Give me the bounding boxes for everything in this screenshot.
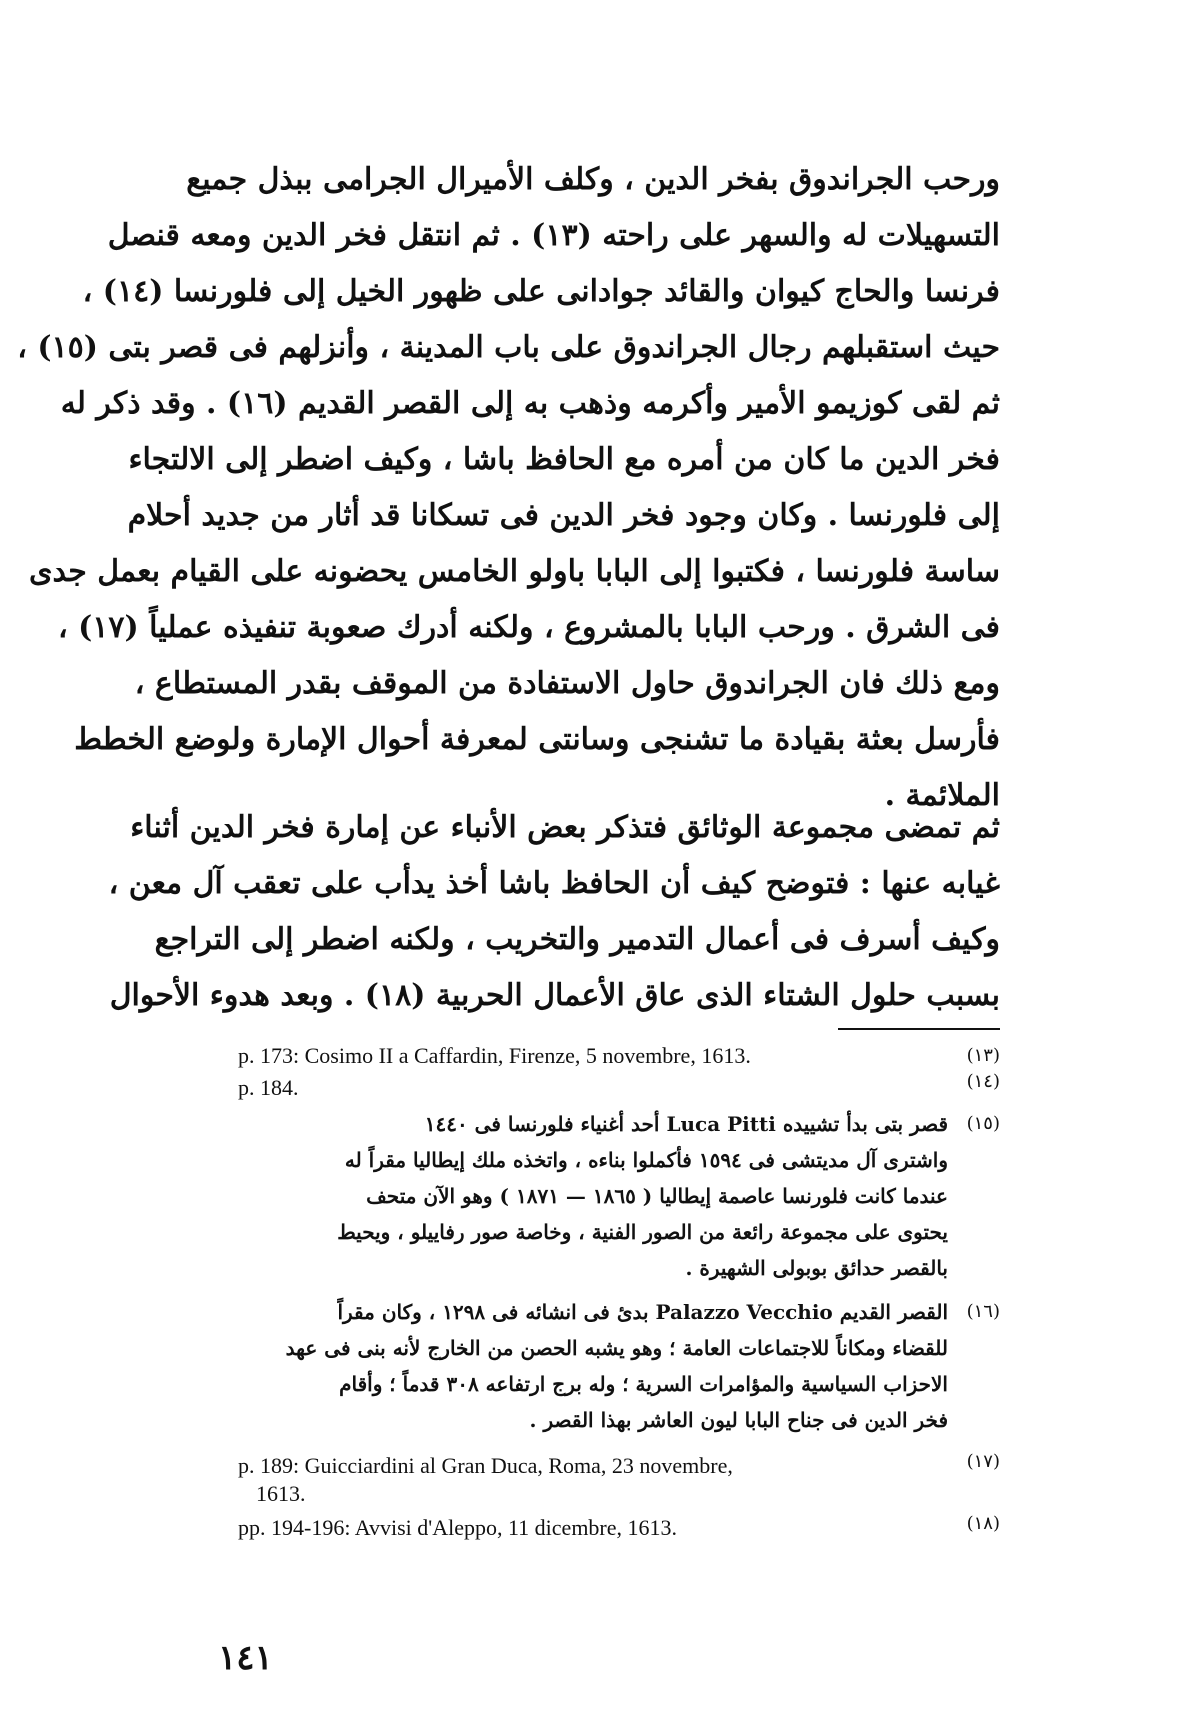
body-line: ومع ذلك فان الجراندوق حاول الاستفادة من الموقف بقدر المستطاع ،	[134, 666, 1000, 701]
body-line: ثم لقى كوزيمو الأمير وأكرمه وذهب به إلى القصر القديم (١٦) . وقد ذكر له	[60, 386, 1000, 421]
body-line: الملائمة .	[884, 778, 1000, 813]
footnote-17-continuation: 1613.	[256, 1481, 306, 1506]
footnote-15-line: واشترى آل مديتشى فى ١٥٩٤ فأكملوا بناءه ، واتخذه ملك إيطاليا مقراً له	[344, 1148, 948, 1172]
footnote-number: (١٣)	[966, 1045, 1000, 1066]
body-line: فى الشرق . ورحب البابا بالمشروع ، ولكنه أدرك صعوبة تنفيذه عملياً (١٧) ،	[57, 610, 1000, 645]
footnote-16-line: فخر الدين فى جناح البابا ليون العاشر بهذا القصر .	[529, 1408, 948, 1432]
body-line: فأرسل بعثة بقيادة ما تشنجى وسانتى لمعرفة أحوال الإمارة ولوضع الخطط	[74, 722, 1000, 757]
body-line: غيابه عنها : فتوضح كيف أن الحافظ باشا أخذ يدأب على تعقب آل معن ،	[108, 866, 1000, 901]
footnote-15-line: قصر بتى بدأ تشييده Luca Pitti أحد أغنياء فلورنسا فى ١٤٤٠	[424, 1112, 948, 1136]
body-line: فخر الدين ما كان من أمره مع الحافظ باشا ، وكيف اضطر إلى الالتجاء	[128, 442, 1000, 477]
footnote-16-line: للقضاء ومكاناً للاجتماعات العامة ؛ وهو يشبه الحصن من الخارج لأنه بنى فى عهد	[285, 1336, 948, 1360]
footnote-14: p. 184.	[238, 1075, 299, 1100]
footnote-number: (١٦)	[966, 1301, 1000, 1322]
body-line: وكيف أسرف فى أعمال التدمير والتخريب ، ولكنه اضطر إلى التراجع	[154, 922, 1000, 957]
body-line: التسهيلات له والسهر على راحته (١٣) . ثم انتقل فخر الدين ومعه قنصل	[107, 218, 1000, 253]
footnote-15-line: بالقصر حدائق بوبولى الشهيرة .	[685, 1256, 948, 1280]
footnote-separator	[838, 1028, 1000, 1030]
body-line: ساسة فلورنسا ، فكتبوا إلى البابا باولو الخامس يحضونه على القيام بعمل جدى	[28, 554, 1000, 589]
body-line: فرنسا والحاج كيوان والقائد جوادانى على ظهور الخيل إلى فلورنسا (١٤) ،	[82, 274, 1000, 309]
page-number: ١٤١	[218, 1638, 273, 1678]
footnote-15-line: يحتوى على مجموعة رائعة من الصور الفنية ، وخاصة صور رفاييلو ، ويحيط	[337, 1220, 948, 1244]
footnote-16-line: الاحزاب السياسية والمؤامرات السرية ؛ وله برج ارتفاعه ٣٠٨ قدماً ؛ وأقام	[339, 1372, 948, 1396]
body-line: حيث استقبلهم رجال الجراندوق على باب المدينة ، وأنزلهم فى قصر بتى (١٥) ،	[17, 330, 1000, 365]
footnote-17: p. 189: Guicciardini al Gran Duca, Roma, 23 novembre,	[238, 1453, 733, 1478]
body-line: إلى فلورنسا . وكان وجود فخر الدين فى تسكانا قد أثار من جديد أحلام	[127, 498, 1000, 533]
footnote-13: p. 173: Cosimo II a Caffardin, Firenze, 5 novembre, 1613.	[238, 1043, 751, 1068]
footnote-18: pp. 194-196: Avvisi d'Aleppo, 11 dicembre, 1613.	[238, 1515, 678, 1540]
body-line: ورحب الجراندوق بفخر الدين ، وكلف الأميرال الجرامى ببذل جميع	[186, 162, 1000, 197]
footnote-number: (١٧)	[966, 1451, 1000, 1472]
footnote-number: (١٥)	[966, 1113, 1000, 1134]
footnote-16-line: القصر القديم Palazzo Vecchio بدئ فى انشائه فى ١٢٩٨ ، وكان مقراً	[337, 1300, 948, 1324]
footnote-number: (١٤)	[966, 1071, 1000, 1092]
body-line: ثم تمضى مجموعة الوثائق فتذكر بعض الأنباء عن إمارة فخر الدين أثناء	[130, 810, 1000, 845]
footnote-number: (١٨)	[966, 1513, 1000, 1534]
footnote-15-line: عندما كانت فلورنسا عاصمة إيطاليا ( ١٨٦٥ — ١٨٧١ ) وهو الآن متحف	[366, 1184, 948, 1208]
body-line: بسبب حلول الشتاء الذى عاق الأعمال الحربية (١٨) . وبعد هدوء الأحوال	[109, 978, 1000, 1013]
